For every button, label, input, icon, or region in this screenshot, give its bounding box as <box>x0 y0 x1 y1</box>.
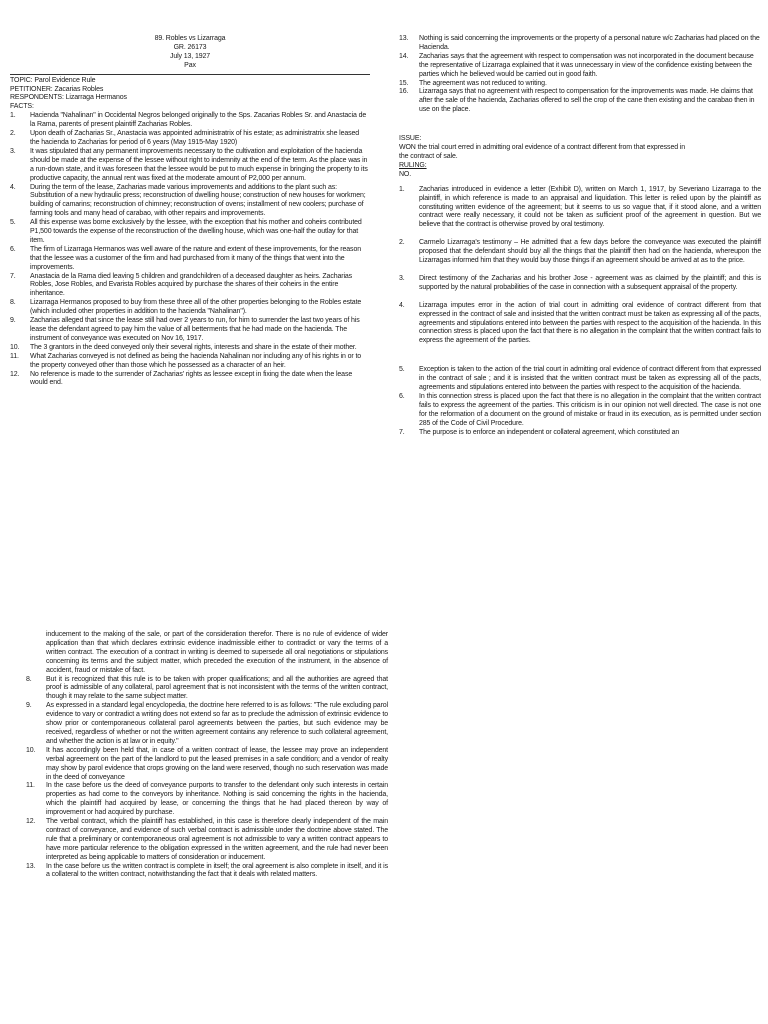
list-item <box>26 676 388 703</box>
item-number: 3. <box>10 147 16 155</box>
item-text: Nothing is said concerning the improvements or the property of a personal nature w/c Zacharias had placed on the Hacienda. <box>419 35 760 51</box>
item-text: Hacienda "Nahalinan" in Occidental Negros belonged originally to the Sps. Zacarias Robles Sr. and Anastacia de la Rama, parents of present plaintiff Zacharias Robles. <box>30 112 367 129</box>
item-number: 1. <box>399 185 405 193</box>
item-number: 11. <box>10 352 19 360</box>
item-number: 9. <box>26 702 32 710</box>
list-item <box>10 130 370 148</box>
list-item <box>10 246 370 273</box>
case-date: July 13, 1927 <box>169 52 211 60</box>
list-item <box>26 863 388 881</box>
list-item <box>26 782 388 818</box>
item-number: 2. <box>10 130 16 138</box>
item-text: It was stipulated that any permanent improvements necessary to the cultivation and exploitation of the hacienda should be made at the expense of the lessee without right to indemnity at the end of the term. As the place was in a run-down state, and it was foreseen that the lessee would be put to much expense in bringing the property to its productive capacity, the annual rent was fixed at the moderate amount of P2,000 per annum. <box>30 147 368 182</box>
item-number: 8. <box>26 675 32 683</box>
list-item <box>399 393 761 429</box>
item-number: 6. <box>399 393 405 400</box>
item-text: Exception is taken to the action of the trial court in admitting oral evidence of contract different from that expressed in the contract of sale ; and it is insisted that the written contract must be taken as expressing all of the pacts, agreements and stipulations entered into between the parties with respect to the acquisition of the hacienda. <box>419 366 761 392</box>
item-text: The verbal contract, which the plaintiff has established, in this case is therefore clearly independent of the main contract of conveyance, and evidence of such verbal contract is admissible under the doctrine above stated. The rule that a preliminary or contemporaneous oral agreement is not admissible to vary a written contract appears to have more particular reference to the obligation expressed in the written agreement, and the rule had never been interpreted as being applicable to matters of consideration or inducement. <box>46 818 388 861</box>
list-item <box>10 148 370 184</box>
list-item <box>399 275 761 293</box>
item-text: The purpose is to enforce an independent or collateral agreement, which constituted an <box>419 428 680 436</box>
item-text: During the term of the lease, Zacharias made various improvements and additions to the plant such as: Substitution of a new hydraulic press; reconstruction of dwelling house; construction of new houses for workmen; building of camarins; reconstruction of chimney; reconstruction of ovens; installment of new coolers; purchase of farming tools and many head of carabao, with other repairs and improvements. <box>30 183 366 218</box>
continuation-block <box>26 631 388 880</box>
issue-text: WON the trial court erred in admitting oral evidence of a contract different from that expressed in the contract of sale. <box>399 144 686 160</box>
item-number: 10. <box>10 343 20 351</box>
item-number: 12. <box>10 370 20 378</box>
item-number: 9. <box>10 317 16 325</box>
facts-list-continued <box>399 35 761 115</box>
case-header <box>10 35 370 71</box>
item-number: 8. <box>10 299 16 307</box>
list-item <box>10 371 370 389</box>
item-number: 5. <box>10 219 16 227</box>
item-text: Upon death of Zacharias Sr., Anastacia was appointed administratrix of his estate; as administratrix she leased the hacienda to Zacharias for period of 6 years (May 1915-May 1920) <box>30 130 360 146</box>
respondents-line: RESPONDENTS: Lizarraga Hermanos <box>10 94 127 102</box>
list-item <box>10 299 370 317</box>
item-text: What Zacharias conveyed is not defined as being the hacienda Nahalinan nor including any of his rights in or to the property conveyed other than those which he possessed as a character of an heir. <box>30 352 362 369</box>
item-number: 13. <box>399 35 409 42</box>
item-number: 11. <box>26 782 35 790</box>
issue-heading: ISSUE: <box>399 135 422 143</box>
item-number: 10. <box>26 746 36 754</box>
item-text: Lizarraga says that no agreement with respect to compensation for the improvements was made. He claims that after the sale of the hacienda, Zacharias offered to sell the crop of the cane then existing and the carabao then in use on the place. <box>419 88 755 114</box>
list-item <box>399 88 761 115</box>
item-number: 4. <box>10 183 16 191</box>
item-text: But it is recognized that this rule is to be taken with proper qualifications; and all the authorities are agreed that proof is admissible of any collateral, parol agreement that is not inconsistent with the terms of the written contract, though it may relate to the same subject matter. <box>46 675 388 701</box>
list-item <box>10 273 370 300</box>
item-number: 5. <box>399 366 405 374</box>
list-item <box>399 429 761 438</box>
item-number: 4. <box>399 301 405 309</box>
list-item <box>10 112 370 130</box>
petitioner-line: PETITIONER: Zacarias Robles <box>10 85 104 93</box>
item-text: Lizarraga imputes error in the action of trial court in admitting oral evidence of contract different from that expressed in the contract of sale and insisted that the written contract must be taken as expressing all of the pacts, agreements and stipulations entered into between the parties with respect to the acquisition of the hacienda. In this connection stress is placed upon the fact that there is no allegation in the complaint that the written contract fails to express the agreement of the parties. <box>419 301 761 345</box>
ruling-list <box>399 186 761 438</box>
item-number: 7. <box>10 272 16 280</box>
case-title: 89. Robles vs Lizarraga <box>154 35 226 42</box>
continuation-lead: inducement to the making of the sale, or part of the consideration therefor. There is no rule of evidence of wider application than that which declares extrinsic evidence inadmissible either to contradict or vary the terms of a written contract. The execution of a contract in writing is deemed to supersede all oral negotiations or stipulations concerning its terms and the subject matter, which preceded the execution of the instrument, in the absence of accident, fraud or mistake of fact. <box>46 631 388 674</box>
item-text: The 3 grantors in the deed conveyed only their several rights, interests and share in the estate of their mother. <box>30 343 357 351</box>
item-number: 14. <box>399 52 409 60</box>
list-item <box>10 219 370 246</box>
item-number: 6. <box>10 245 16 253</box>
topic-line: TOPIC: Parol Evidence Rule <box>10 76 96 84</box>
item-text: Zacharias says that the agreement with respect to compensation was not incorporated in the document because the representative of Lizarraga explained that it was unnecessary in view of the confidence existing between the parties which he believed would be carried out in good faith. <box>419 52 754 78</box>
facts-list <box>10 112 370 388</box>
item-text: As expressed in a standard legal encyclopedia, the doctrine here referred to is as follows: "The rule excluding parol evidence to vary or contradict a writing does not extend so far as to preclude the admission of extrinsic evidence to show prior or contemporaneous collateral parol agreements between the parties, but such evidence may be received, regardless of whether or not the written agreement contains any reference to such collateral agreement, and whether the action is at law or in equity." <box>46 702 388 745</box>
item-text: In this connection stress is placed upon the fact that there is no allegation in the complaint that the written contract fails to express the agreement of the parties. This criticism is in our opinion not well directed. The case is not one for the reformation of a document on the ground of mistake or fraud in its execution, as is permitted under section 285 of the Code of Civil Procedure. <box>419 393 761 427</box>
ruling-answer: NO. <box>399 170 412 178</box>
item-number: 12. <box>26 818 36 826</box>
list-item <box>399 53 761 80</box>
item-number: 15. <box>399 79 409 87</box>
facts-heading: FACTS: <box>10 103 34 111</box>
ponente: Pax <box>184 61 196 69</box>
list-item <box>399 35 761 53</box>
list-item <box>26 702 388 747</box>
list-item <box>26 818 388 863</box>
list-item <box>399 302 761 347</box>
list-item <box>399 186 761 231</box>
item-text: The agreement was not reduced to writing. <box>419 79 547 87</box>
item-text: In the case before us the written contract is complete in itself; the oral agreement is also complete in itself, and it is a collateral to the written contract, notwithstanding the fact that it deals with related matters. <box>46 862 388 879</box>
item-number: 2. <box>399 239 405 247</box>
item-text: Zacharias introduced in evidence a letter (Exhibit D), written on March 1, 1917, by Severiano Lizarraga to the plaintiff, in which reference is made to an appraisal and liquidation. This letter is relied upon by the plaintiff as constituting written evidence of the agreement; but it seems to us so vague that, if it stood alone, and a written contract were really necessary, it could not be taken as sufficient proof of the agreement in question. But we believe that the contract is otherwise proved by oral testimony. <box>419 185 761 229</box>
item-text: Direct testimony of the Zacharias and his brother Jose - agreement was as claimed by the plaintiff; and this is supported by the natural probabilities of the case in connection with a subsequent appraisal of the property. <box>419 274 761 291</box>
list-item <box>10 344 370 353</box>
ruling-heading: RULING: <box>399 161 427 169</box>
list-item <box>10 353 370 371</box>
list-item <box>399 366 761 393</box>
continuation-list <box>26 676 388 881</box>
item-number: 16. <box>399 88 409 96</box>
item-number: 1. <box>10 112 16 120</box>
list-item <box>399 80 761 89</box>
list-item <box>399 239 761 266</box>
item-number: 7. <box>399 428 405 436</box>
item-text: No reference is made to the surrender of Zacharias' rights as lessee except in fixing the date when the lease would end. <box>30 370 353 387</box>
list-item <box>10 317 370 344</box>
header-divider <box>10 74 370 75</box>
right-column <box>399 35 761 438</box>
item-text: All this expense was borne exclusively by the lessee, with the exception that his mother and coheirs contributed P1,500 towards the expense of the reconstruction of the dwelling house, which was one-half the outlay for that item. <box>30 219 362 244</box>
item-number: 3. <box>399 274 405 282</box>
list-item <box>10 184 370 220</box>
list-item <box>26 747 388 783</box>
item-text: Lizarraga Hermanos proposed to buy from these three all of the other properties belonging to the Robles estate (which included other properties in addition to the hacienda "Nahalinan"). <box>30 299 362 316</box>
item-text: Zacharias alleged that since the lease still had over 2 years to run, for him to surrender the last two years of his lease the defendant agreed to pay him the value of all betterments that he had made on the hacienda. The instrument of conveyance was executed on Nov 16, 1917. <box>30 317 360 342</box>
gr-number: GR. 26173 <box>173 43 207 51</box>
item-text: Anastacia de la Rama died leaving 5 children and grandchildren of a deceased daughter as heirs. Zacharias Robles, Jose Robles, and Evarista Robles acquired by purchase the shares of their coheirs in the entire inheritance. <box>30 272 353 298</box>
item-text: Carmelo Lizarraga's testimony – He admitted that a few days before the conveyance was executed the plaintiff proposed that the defendant should buy all the things that the plaintiff then had on the hacienda, whereupon the Lizarragas informed him that they would buy those things if an agreement should be arrived at as to the price. <box>419 239 761 265</box>
left-column <box>10 35 370 388</box>
item-text: In the case before us the deed of conveyance purports to transfer to the defendant only such interests in certain properties as had come to the conveyors by inheritance. Nothing is said concerning the rights in the hacienda, which the plaintiff had acquired by lease, or concerning the things that he had placed thereon by way of improvement or had acquired by purchase. <box>46 782 388 817</box>
item-text: The firm of Lizarraga Hermanos was well aware of the nature and extent of these improvements, for the reason that the lessee was a customer of the firm and had purchased from it many of the things that went into the improvements. <box>30 245 361 271</box>
item-text: It has accordingly been held that, in case of a written contract of lease, the lessee may prove an independent verbal agreement on the part of the landlord to put the leased premises in a safe condition; and a vendor of realty may show by parol evidence that crops growing on the land were reserved, though no such reservation was made in the deed of conveyance <box>46 746 388 781</box>
item-number: 13. <box>26 862 36 870</box>
